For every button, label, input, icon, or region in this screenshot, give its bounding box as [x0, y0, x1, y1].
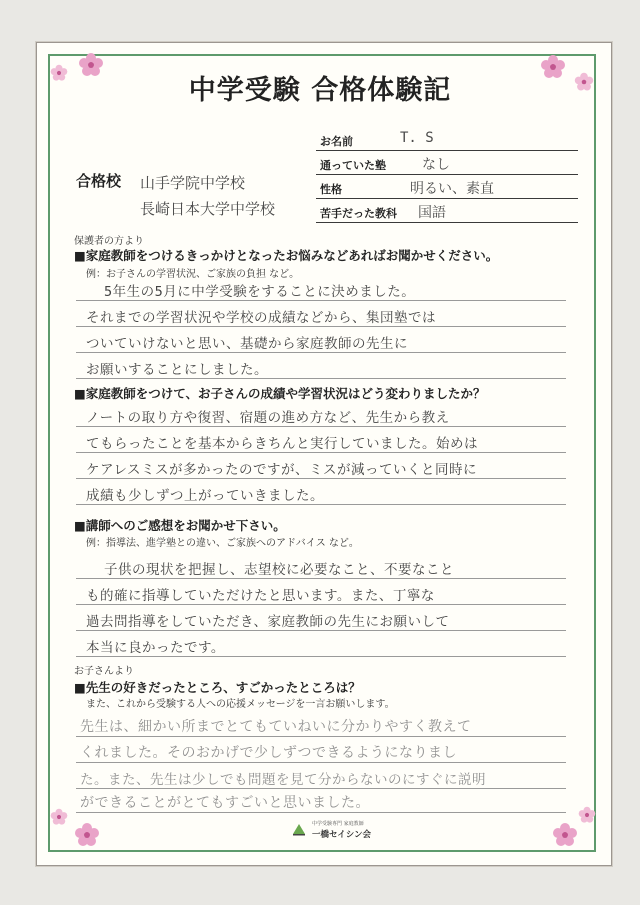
answer-line: ができることがとてもすごいと思いました。	[80, 795, 370, 811]
question-3-example: 例：指導法、進学塾との違い、ご家族へのアドバイス など。	[86, 538, 359, 549]
personality-value: 明るい、素直	[410, 181, 494, 197]
cram-value: なし	[422, 157, 450, 173]
parents-heading: 保護者の方より	[74, 236, 144, 247]
answer-line: 本当に良かったです。	[86, 640, 225, 656]
name-value: T. S	[400, 130, 434, 146]
question-1-example: 例：お子さんの学習状況、ご家族の負担 など。	[86, 269, 300, 280]
weak-subject-label: 苦手だった教科	[320, 207, 397, 220]
school-label: 合格校	[76, 172, 122, 190]
answer-line: 成績も少しずつ上がっていきました。	[86, 488, 324, 504]
company-subtitle: 中学受験専門 家庭教師	[312, 821, 364, 827]
flower-icon	[552, 822, 578, 848]
answer-line: それまでの学習状況や学校の成績などから、集団塾では	[86, 310, 436, 326]
profile-rule	[316, 198, 578, 199]
answer-line: 5年生の5月に中学受験をすることに決めました。	[104, 284, 416, 300]
company-name: 一橋セイシン会	[312, 830, 372, 840]
answer-line: ついていけないと思い、基礎から家庭教師の先生に	[86, 336, 408, 352]
answer-line: お願いすることにしました。	[86, 362, 268, 378]
name-label: お名前	[320, 135, 353, 148]
leaf-logo-icon	[292, 822, 306, 836]
weak-subject-value: 国語	[418, 205, 446, 221]
answer-line: 子供の現状を把握し、志望校に必要なこと、不要なこと	[104, 562, 454, 578]
question-1: ■家庭教師をつけるきっかけとなったお悩みなどあればお聞かせください。	[74, 248, 499, 263]
child-question-subtext: また、これから受験する人への応援メッセージを一言お願いします。	[86, 699, 395, 710]
profile-rule	[316, 174, 578, 175]
profile-rule	[316, 150, 578, 151]
question-3: ■講師へのご感想をお聞かせ下さい。	[74, 518, 286, 533]
question-2: ■家庭教師をつけて、お子さんの成績や学習状況はどう変わりましたか？	[74, 386, 486, 401]
child-question: ■先生の好きだったところ、すごかったところは？	[74, 680, 361, 695]
flower-icon	[578, 806, 596, 824]
answer-line: た。また、先生は少しでも問題を見て分からないのにすぐに説明	[80, 772, 486, 788]
company-logo	[292, 820, 382, 840]
flower-icon	[74, 822, 100, 848]
profile-rule	[316, 222, 578, 223]
answer-line: くれました。そのおかげで少しずつできるようになりまし	[80, 745, 457, 761]
school-name: 山手学院中学校	[140, 174, 246, 192]
answer-line: 先生は、細かい所までとてもていねいに分かりやすく教えて	[80, 719, 472, 735]
child-heading: お子さんより	[74, 666, 134, 677]
personality-label: 性格	[320, 183, 342, 196]
cram-label: 通っていた塾	[320, 159, 386, 172]
answer-line: ケアレスミスが多かったのですが、ミスが減っていくと同時に	[86, 462, 478, 478]
answer-line: ノートの取り方や復習、宿題の進め方など、先生から教え	[86, 410, 450, 426]
answer-line: てもらったことを基本からきちんと実行していました。始めは	[86, 436, 478, 452]
answer-line: も的確に指導していただけたと思います。また、丁寧な	[86, 588, 435, 604]
flower-icon	[50, 808, 68, 826]
school-name: 長崎日本大学中学校	[140, 200, 276, 218]
page-title: 中学受験 合格体験記	[188, 75, 452, 106]
answer-line: 過去問指導をしていただき、家庭教師の先生にお願いして	[86, 614, 450, 630]
